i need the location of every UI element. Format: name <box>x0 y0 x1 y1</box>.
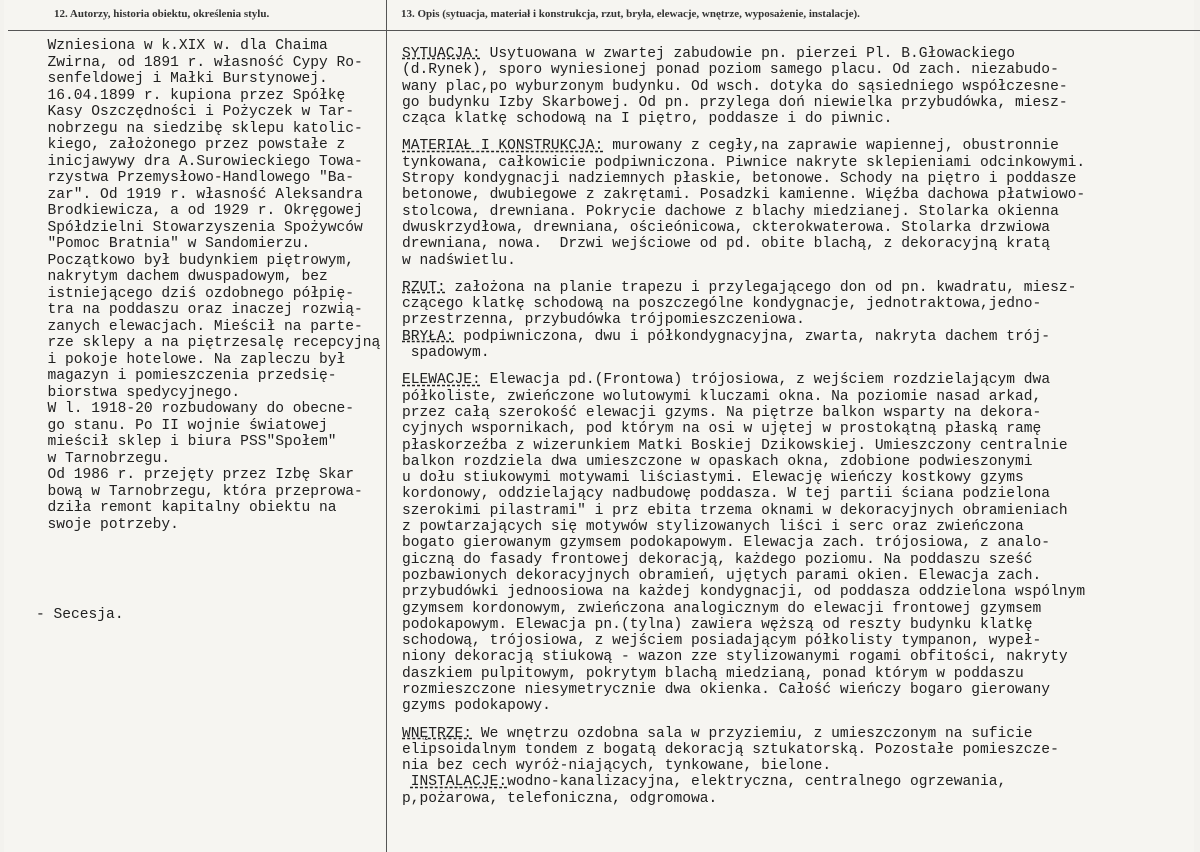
elevations-line: z powtarzających się motywów stylizowanych liści i serc oraz zwieńczona <box>402 519 1024 536</box>
elevations-line: balkon rozdziela dwa umieszczone w opaskach okna, zdobione podwieszonymi <box>402 453 1033 470</box>
history-line: Od 1986 r. przejęty przez Izbę Skar <box>30 467 355 483</box>
history-line: istniejącego dziś ozdobnego półpię- <box>30 285 355 302</box>
elevations-line: niony dekoracją stiukową - wazon zze stylizowanymi rogami obfitości, nakryty <box>402 649 1068 666</box>
elevations-line: płaskorzeźba z wizerunkiem Matki Boskiej Dzikowskiej. Umieszczony centralnie <box>402 437 1068 454</box>
history-line: Kasy Oszczędności i Pożyczek w Tar- <box>30 104 355 120</box>
history-line: swoje potrzeby. <box>30 516 179 533</box>
situation-line: go budynku Izby Skarbowej. Od pn. przylega doń niewielka przybudówka, miesz- <box>402 94 1068 111</box>
elevations-line: u dołu stiukowymi motywami liściastymi. Elewację wieńczy kostkowy gzyms <box>402 470 1024 487</box>
elevations-line: gzyms podokapowy. <box>402 698 551 715</box>
history-line: zar". Od 1919 r. własność Aleksandra <box>30 186 363 203</box>
field-12-header: 12. Autorzy, historia obiektu, określenia stylu. <box>54 8 270 20</box>
history-line: Zwirna, od 1891 r. własność Cypy Ro- <box>30 54 363 71</box>
history-line: kiego, założonego przez powstałe z <box>30 137 346 153</box>
history-line: go stanu. Po II wojnie światowej <box>30 417 328 434</box>
elevations-line: kordonowy, oddzielający nadbudowę poddasza. W tej partii ściana podzielona <box>402 486 1051 503</box>
elevations-line: szerokimi pilastrami" i prz ebita trzema oknami w dekoracyjnych obramieniach <box>402 502 1068 519</box>
installations-line: p,pożarowa, telefoniczna, odgromowa. <box>402 790 718 807</box>
situation-line: (d.Rynek), sporo wyniesionej ponad poziom samego placu. Od zach. niezabudo- <box>402 62 1059 79</box>
history-line: Początkowo był budynkiem piętrowym, <box>30 252 355 269</box>
history-line: nakrytym dachem dwuspadowym, bez <box>30 269 328 285</box>
history-line: bową w Tarnobrzegu, która przeprowa- <box>30 483 363 500</box>
history-line: w Tarnobrzegu. <box>30 450 171 467</box>
elevations-line: rozmieszczone niesymetrycznie dwa okienka. Całość wieńczy bogaro gierowany <box>402 681 1051 698</box>
history-line: zanych elewacjach. Mieścił na parte- <box>30 318 363 335</box>
material-line: tynkowana, całkowicie podpiwniczona. Piwnice nakryte sklepieniami odcinkowymi. <box>402 154 1086 171</box>
material-label: MATERIAŁ I KONSTRUKCJA: <box>402 138 604 155</box>
elevations-line: giczną do fasady frontowej dekoracją, każdego poziomu. Na poddaszu sześć <box>402 551 1033 568</box>
history-line: biorstwa spedycyjnego. <box>30 384 241 401</box>
installations-first-line: INSTALACJE:wodno-kanalizacyjna, elektryczna, centralnego ogrzewania, <box>410 774 1007 791</box>
plan-first-line: RZUT: założona na planie trapezu i przylegającego don od pn. kwadratu, miesz- <box>402 279 1077 296</box>
history-line: rzystwa Przemysłowo-Handlowego "Ba- <box>30 170 355 186</box>
history-line: inicjawywy dra A.Surowieckiego Towa- <box>30 153 363 170</box>
elevations-line: schodową, trójosiowa, z wejściem posiadającym półkolisty tympanon, wypeł- <box>402 633 1042 650</box>
column-divider <box>386 0 387 852</box>
history-line: magazyn i pomieszczenia przedsię- <box>30 368 337 384</box>
elevations-label: ELEWACJE: <box>402 372 481 389</box>
interior-line: elipsoidalnym tondem z bogatą dekoracją sztukatorską. Pozostałe pomieszcze- <box>402 741 1059 758</box>
elevations-line: pozbawionych dekoracyjnych obramień, ujętych parami okien. Elewacja zach. <box>402 567 1042 584</box>
elevations-line: cyjnych wspornikach, pod którym na osi w ujętej w prostokątną płaską ramę <box>402 421 1042 438</box>
interior-line: nia bez cech wyróż-niających, tynkowane, bielone. <box>402 758 832 775</box>
material-line: drewniana, nowa. Drzwi wejściowe od pd. obite blachą, z dekoracyjną kratą <box>402 236 1051 253</box>
plan-label: RZUT: <box>402 279 446 296</box>
elevations-line: przybudówki jednoosiowa na każdej kondygnacji, od poddasza oddzielona wspólnym <box>402 584 1086 601</box>
elevations-line: daszkiem pulpitowym, pokrytym blachą miedzianą, ponad którym w poddaszu <box>402 665 1024 682</box>
history-text <box>30 38 382 533</box>
history-line: Wzniesiona w k.XIX w. dla Chaima <box>30 38 328 54</box>
material-line: betonowe, dwubiegowe z zakrętami. Posadzki kamienne. Więźba dachowa płatwiowo- <box>402 187 1086 204</box>
plan-line: czącego klatkę schodową na poszczególne kondygnacje, jednotraktowa,jedno- <box>402 296 1042 313</box>
material-line: dwuskrzydłowa, drewniana, ościeónicowa, ckterokwaterowa. Stolarka drzwiowa <box>402 219 1051 236</box>
installations-label: INSTALACJE: <box>410 774 508 791</box>
material-line: Stropy kondygnacji nadziemnych płaskie, betonowe. Schody na piętro i poddasze <box>402 171 1077 188</box>
massing-line: spadowym. <box>402 345 490 362</box>
style-note: - Secesja. <box>36 607 124 623</box>
history-line: tra na poddaszu oraz inaczej rozwią- <box>30 302 363 318</box>
history-line: dziła remont kapitalny obiektu na <box>30 500 337 516</box>
record-card <box>4 0 1194 852</box>
history-line: rze sklepy a na piętrzesalę recepcyjną <box>30 335 381 351</box>
massing-first-line: BRYŁA: podpiwniczona, dwu i półkondygnacyjna, zwarta, nakryta dachem trój- <box>402 328 1051 345</box>
elevations-line: bogato gierowanym gzymsem podokapowym. Elewacja zach. trójosiowa, z analo- <box>402 535 1051 552</box>
history-line: nobrzegu na siedzibę sklepu katolic- <box>30 120 363 137</box>
situation-first-line: SYTUACJA: Usytuowana w zwartej zabudowie pn. pierzei Pl. B.Głowackiego <box>402 46 1016 62</box>
history-line: i pokoje hotelowe. Na zapleczu był <box>30 351 346 368</box>
material-line: w nadświetlu. <box>402 252 516 269</box>
interior-label: WNĘTRZE: <box>402 725 473 742</box>
situation-line: cząca klatkę schodową na I piętro, poddasze i do piwnic. <box>402 111 893 128</box>
material-line: stolcowa, drewniana. Pokrycie dachowe z blachy miedzianej. Stolarka okienna <box>402 203 1059 220</box>
field-13-header: 13. Opis (sytuacja, materiał i konstrukcja, rzut, bryła, elewacje, wnętrze, wyposażenie, instalacje). <box>401 8 860 20</box>
history-line: Spółdzielni Stowarzyszenia Spożywców <box>30 219 363 236</box>
history-line: "Pomoc Bratnia" w Sandomierzu. <box>30 236 311 252</box>
situation-line: wany plac,po wyburzonym budynku. Od wsch. dotyka do sąsiedniego współczesne- <box>402 78 1068 95</box>
history-line: W l. 1918-20 rozbudowany do obecne- <box>30 401 355 417</box>
elevations-line: podokapowym. Elewacja pn.(tylna) zawiera węższą od reszty budynku klatkę <box>402 616 1033 633</box>
history-line: senfeldowej i Małki Burstynowej. <box>30 71 328 87</box>
interior-first-line: WNĘTRZE: We wnętrzu ozdobna sala w przyziemiu, z umieszczonym na suficie <box>402 725 1033 742</box>
history-line: mieścił sklep i biura PSS"Społem" <box>30 434 337 450</box>
massing-label: BRYŁA: <box>402 328 455 345</box>
elevations-line: półkoliste, zwieńczone wolutowymi kluczami okna. Na poziomie nasad arkad, <box>402 388 1042 405</box>
plan-line: przestrzenna, przybudówka trójpomieszczeniowa. <box>402 312 805 329</box>
elevations-first-line: ELEWACJE: Elewacja pd.(Frontowa) trójosiowa, z wejściem rozdzielającym dwa <box>402 372 1051 389</box>
elevations-line: gzymsem kordonowym, zwieńczona analogicznym do elewacji frontowej gzymsem <box>402 600 1042 617</box>
history-line: 16.04.1899 r. kupiona przez Spółkę <box>30 87 346 104</box>
header-divider <box>8 30 1200 31</box>
situation-label: SYTUACJA: <box>402 46 481 62</box>
elevations-line: przez całą szerokość elewacji gzyms. Na piętrze balkon wsparty na dekora- <box>402 404 1042 421</box>
description-text <box>402 46 1198 807</box>
history-line: Brodkiewicza, a od 1929 r. Okręgowej <box>30 203 363 219</box>
material-first-line: MATERIAŁ I KONSTRUKCJA: murowany z cegły,na zaprawie wapiennej, obustronnie <box>402 138 1059 155</box>
